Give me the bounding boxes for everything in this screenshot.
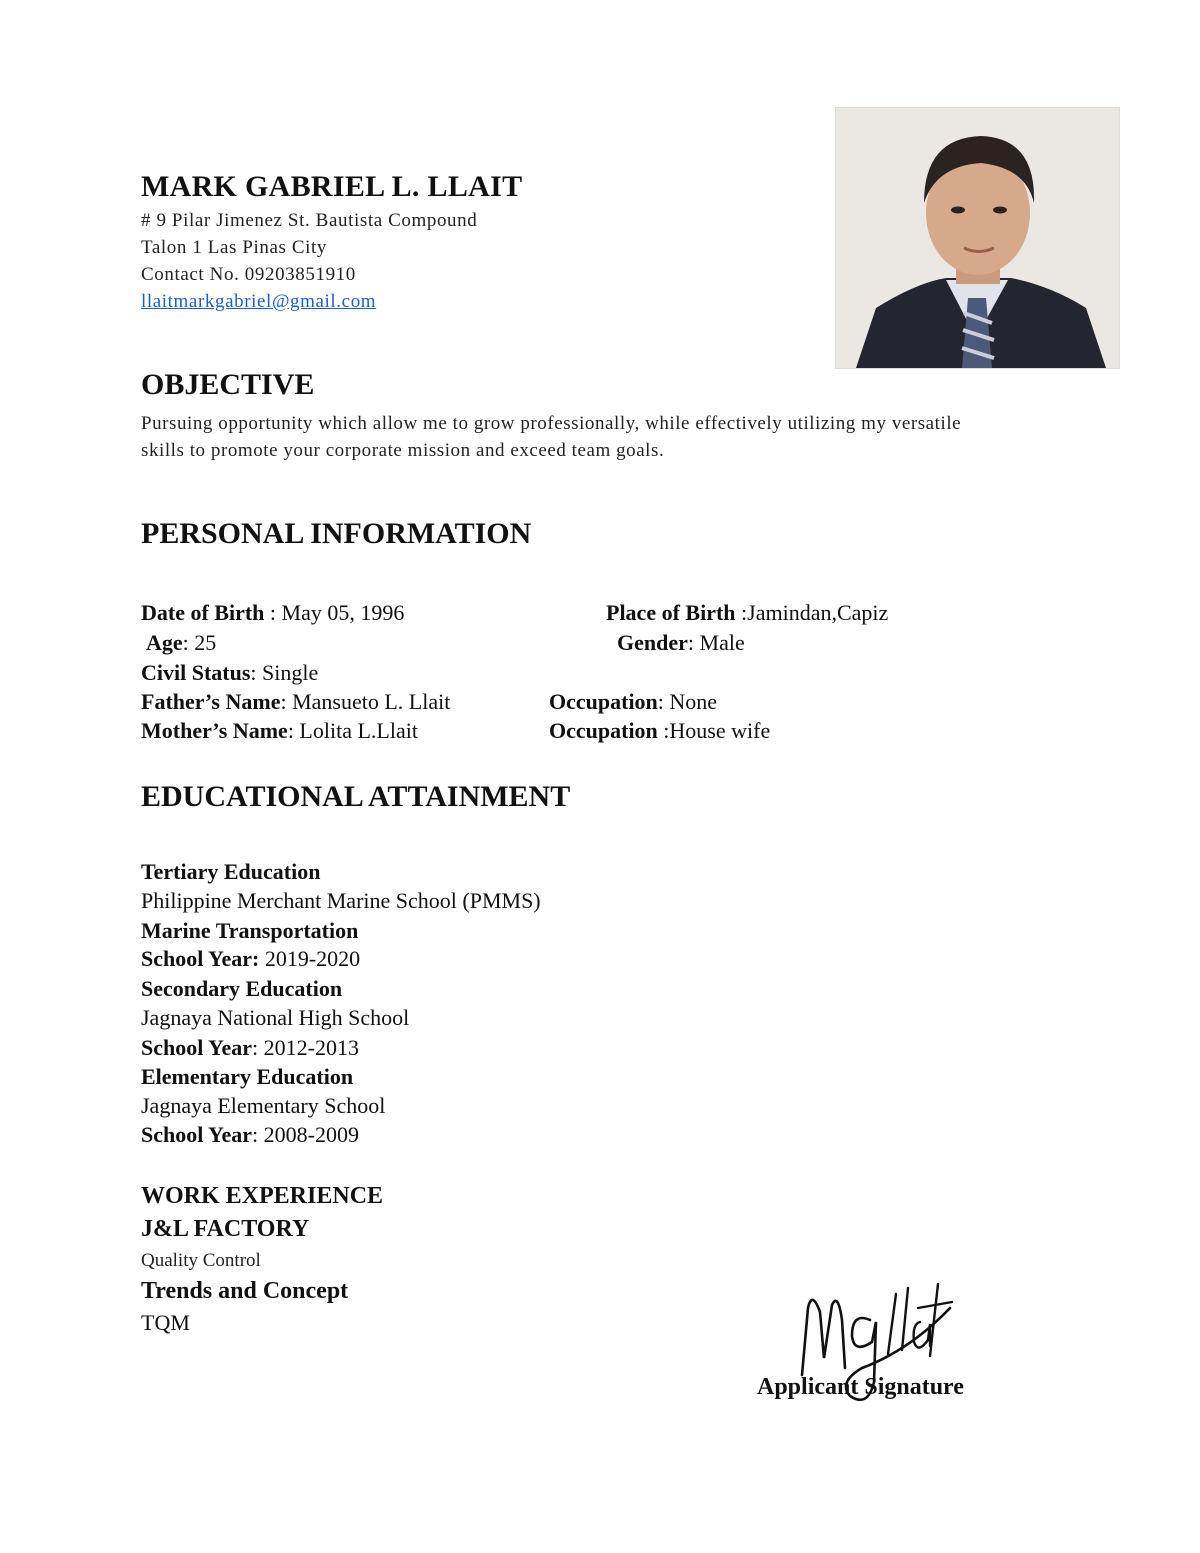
objective-line-1: Pursuing opportunity which allow me to grow professionally, while effectively utilizing my versatile — [141, 413, 962, 434]
gender-label: Gender — [617, 630, 688, 655]
civil-status-row — [141, 660, 318, 686]
handwritten-signature — [790, 1250, 960, 1410]
applicant-name: MARK GABRIEL L. LLAIT — [141, 170, 523, 203]
mother-label: Mother’s Name — [141, 718, 288, 743]
portrait-illustration — [836, 108, 1119, 368]
secondary-label: Secondary Education — [141, 976, 343, 1001]
gender-row — [617, 630, 745, 656]
secondary-year-label: School Year — [141, 1035, 253, 1060]
contact-number: Contact No. 09203851910 — [141, 264, 356, 285]
elementary-year-row — [141, 1122, 359, 1148]
work-heading: WORK EXPERIENCE — [141, 1183, 384, 1209]
tertiary-year: 2019-2020 — [259, 946, 361, 971]
civil-status-value: : Single — [250, 660, 319, 685]
tertiary-course: Marine Transportation — [141, 918, 359, 943]
age-value: : 25 — [182, 630, 217, 655]
father-occupation-value: : None — [657, 689, 718, 714]
age-row — [146, 630, 216, 656]
tertiary-year-label: School Year: — [141, 946, 260, 971]
personal-info-heading: PERSONAL INFORMATION — [141, 517, 532, 550]
mother-row — [141, 718, 418, 744]
father-value: : Mansueto L. Llait — [280, 689, 451, 714]
dob-label: Date of Birth — [141, 600, 265, 625]
tertiary-label: Tertiary Education — [141, 859, 321, 884]
objective-line-2: skills to promote your corporate mission and exceed team goals. — [141, 440, 665, 461]
tertiary-year-row — [141, 946, 360, 972]
pob-label: Place of Birth — [606, 600, 736, 625]
secondary-year: : 2012-2013 — [252, 1035, 359, 1060]
pob-value: :Jamindan,Capiz — [735, 600, 889, 625]
training-heading: Trends and Concept — [141, 1278, 349, 1304]
elementary-year: : 2008-2009 — [252, 1122, 359, 1147]
objective-heading: OBJECTIVE — [141, 368, 315, 401]
mother-occupation-value: :House wife — [657, 718, 771, 743]
mother-occupation-label: Occupation — [549, 718, 658, 743]
mother-value: : Lolita L.Llait — [287, 718, 418, 743]
dob-row — [141, 600, 404, 626]
civil-status-label: Civil Status — [141, 660, 251, 685]
work-company: J&L FACTORY — [141, 1216, 310, 1242]
secondary-year-row — [141, 1035, 359, 1061]
education-heading: EDUCATIONAL ATTAINMENT — [141, 780, 571, 813]
mother-occupation-row — [549, 718, 770, 744]
elementary-year-label: School Year — [141, 1122, 253, 1147]
elementary-label: Elementary Education — [141, 1064, 354, 1089]
dob-value: : May 05, 1996 — [264, 600, 405, 625]
father-occupation-label: Occupation — [549, 689, 658, 714]
tertiary-school: Philippine Merchant Marine School (PMMS) — [141, 888, 541, 913]
father-row — [141, 689, 450, 715]
work-role: Quality Control — [141, 1250, 261, 1271]
address-line-1: # 9 Pilar Jimenez St. Bautista Compound — [141, 210, 478, 231]
secondary-school: Jagnaya National High School — [141, 1005, 410, 1030]
age-label: Age — [146, 630, 183, 655]
pob-row — [606, 600, 888, 626]
elementary-school: Jagnaya Elementary School — [141, 1093, 386, 1118]
address-line-2: Talon 1 Las Pinas City — [141, 237, 328, 258]
training-value: TQM — [141, 1310, 190, 1335]
father-occupation-row — [549, 689, 717, 715]
signature-label: Applicant Signature — [757, 1374, 964, 1400]
email-link[interactable]: llaitmarkgabriel@gmail.com — [141, 291, 377, 312]
applicant-photo — [835, 107, 1120, 369]
father-label: Father’s Name — [141, 689, 281, 714]
gender-value: : Male — [687, 630, 745, 655]
